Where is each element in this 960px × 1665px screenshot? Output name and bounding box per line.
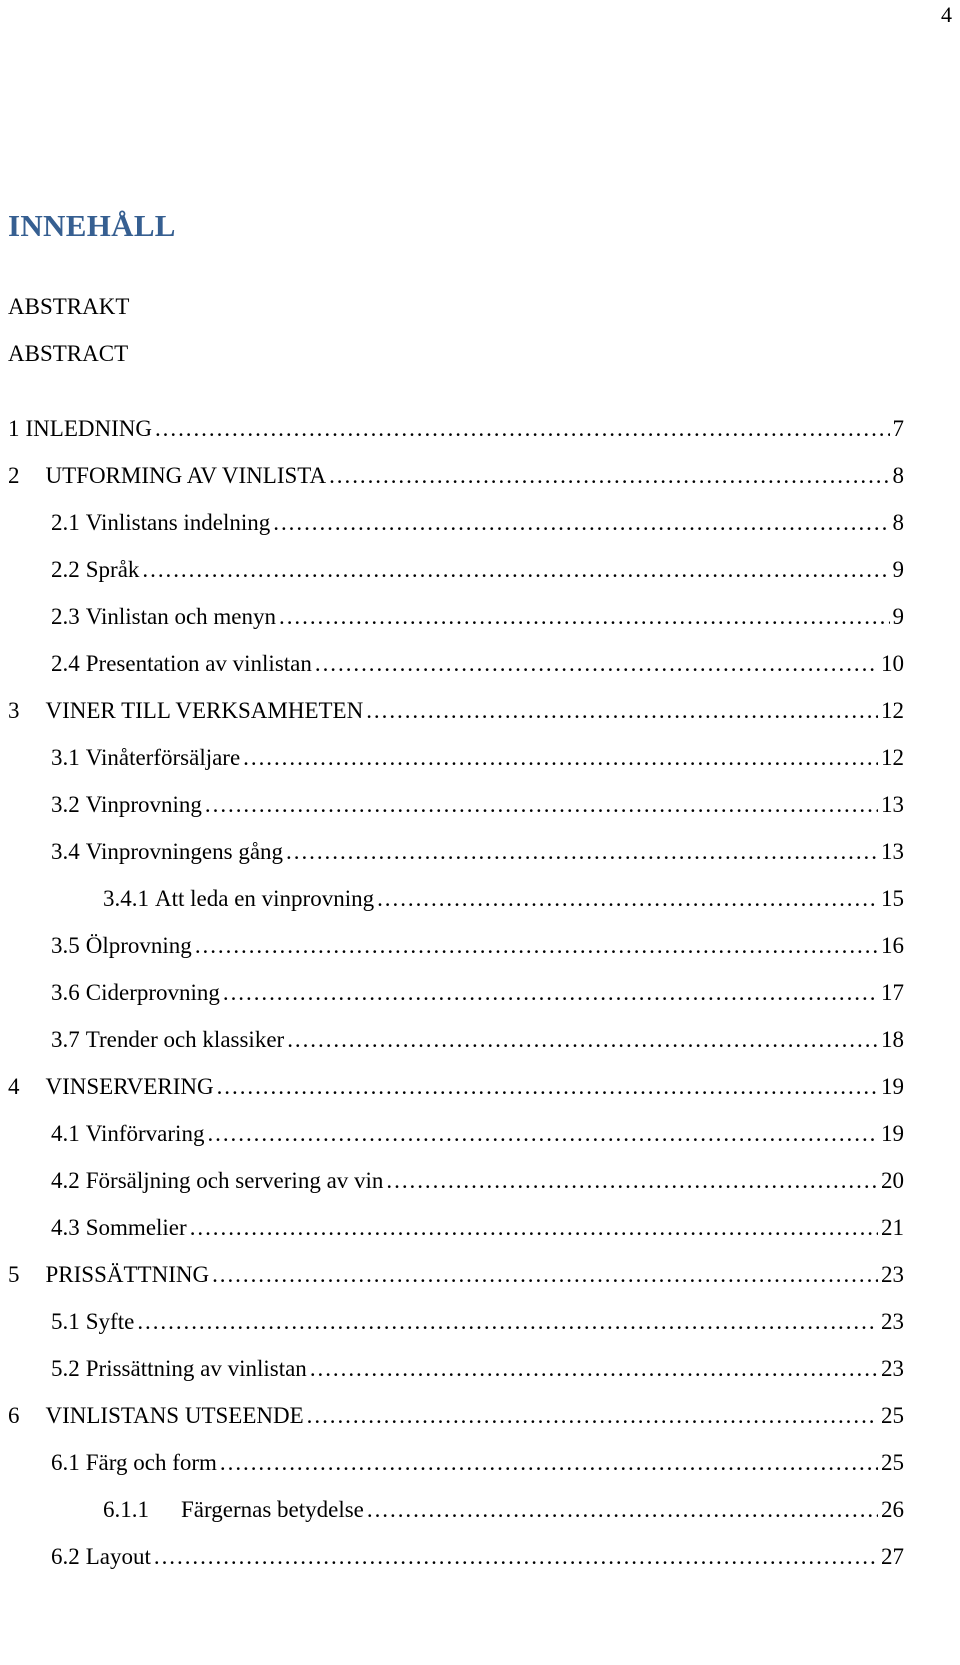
- toc-entry-number: 3.1: [51, 745, 80, 770]
- toc-entry-page: 10: [881, 651, 904, 676]
- toc-entry-number: 4.1: [51, 1121, 80, 1146]
- toc-entry[interactable]: [51, 980, 904, 1010]
- toc-entry-number: 6: [8, 1403, 20, 1428]
- toc-entry[interactable]: [51, 1121, 904, 1151]
- toc-entry-page: 27: [881, 1544, 904, 1569]
- toc-entry-title: Vinförvaring: [85, 1121, 205, 1146]
- toc-entry-title: Att leda en vinprovning: [155, 886, 375, 911]
- toc-dot-leader: [217, 1074, 878, 1100]
- toc-entry-title: UTFORMING AV VINLISTA: [45, 463, 327, 488]
- front-matter-abstrakt: ABSTRAKT: [8, 294, 130, 319]
- toc-dot-leader: [329, 463, 889, 489]
- toc-entry-title: Vinåterförsäljare: [85, 745, 241, 770]
- toc-entry-number: 3.5: [51, 933, 80, 958]
- toc-entry-page: 12: [881, 698, 904, 723]
- toc-entry-page: 20: [881, 1168, 904, 1193]
- toc-entry[interactable]: [51, 557, 904, 587]
- toc-entry-page: 7: [892, 416, 904, 441]
- toc-dot-leader: [286, 839, 878, 865]
- toc-dot-leader: [386, 1168, 878, 1194]
- toc-entry-title: Ciderprovning: [85, 980, 220, 1005]
- toc-entry-title: Vinlistan och menyn: [85, 604, 277, 629]
- page-number: 4: [941, 2, 952, 27]
- front-matter-abstract: ABSTRACT: [8, 341, 129, 366]
- toc-entry[interactable]: [51, 1027, 904, 1057]
- toc-entry-number: 3.4.1: [103, 886, 149, 911]
- toc-entry[interactable]: [51, 604, 904, 634]
- toc-entry[interactable]: [51, 933, 904, 963]
- toc-entry-page: 12: [881, 745, 904, 770]
- toc-entry[interactable]: [103, 1497, 904, 1527]
- toc-entry-title: Färg och form: [85, 1450, 217, 1475]
- toc-entry-page: 19: [881, 1121, 904, 1146]
- toc-entry-title: Färgernas betydelse: [181, 1497, 364, 1522]
- toc-entry-number: 3.4: [51, 839, 80, 864]
- toc-entry-page: 9: [892, 604, 904, 629]
- toc-dot-leader: [243, 745, 878, 771]
- toc-dot-leader: [212, 1262, 878, 1288]
- toc-entry[interactable]: [8, 698, 904, 728]
- toc-dot-leader: [223, 980, 878, 1006]
- toc-dot-leader: [307, 1403, 878, 1429]
- toc-entry-page: 23: [881, 1309, 904, 1334]
- toc-entry-title: Ölprovning: [85, 933, 192, 958]
- toc-entry[interactable]: [8, 416, 904, 446]
- toc-dot-leader: [273, 510, 889, 536]
- toc-entry-page: 23: [881, 1262, 904, 1287]
- toc-entry-page: 17: [881, 980, 904, 1005]
- toc-entry-title: Vinlistans indelning: [85, 510, 271, 535]
- toc-entry-number: 2.2: [51, 557, 80, 582]
- toc-dot-leader: [279, 604, 889, 630]
- toc-entry-number: 6.1: [51, 1450, 80, 1475]
- toc-entry-title: VINLISTANS UTSEENDE: [45, 1403, 304, 1428]
- toc-dot-leader: [190, 1215, 878, 1241]
- toc-entry-page: 25: [881, 1450, 904, 1475]
- toc-entry-title: Layout: [85, 1544, 151, 1569]
- toc-entry-title: Syfte: [85, 1309, 135, 1334]
- toc-entry-title: Trender och klassiker: [85, 1027, 285, 1052]
- toc-dot-leader: [367, 1497, 878, 1523]
- toc-dot-leader: [377, 886, 878, 912]
- toc-entry[interactable]: [51, 839, 904, 869]
- toc-entry-title: INLEDNING: [25, 416, 152, 441]
- toc-entry-number: 5.2: [51, 1356, 80, 1381]
- toc-entry[interactable]: [51, 1356, 904, 1386]
- toc-entry[interactable]: [51, 745, 904, 775]
- toc-entry-number: 5: [8, 1262, 20, 1287]
- toc-entry-title: VINER TILL VERKSAMHETEN: [45, 698, 364, 723]
- toc-dot-leader: [137, 1309, 878, 1335]
- toc-entry-number: 3.2: [51, 792, 80, 817]
- toc-entry-title: Vinprovningens gång: [85, 839, 284, 864]
- toc-entry-title: Försäljning och servering av vin: [85, 1168, 384, 1193]
- toc-title: INNEHÅLL: [8, 208, 176, 243]
- toc-entry-number: 3.6: [51, 980, 80, 1005]
- toc-entry-number: 6.1.1: [103, 1497, 149, 1522]
- toc-entry-page: 8: [892, 510, 904, 535]
- toc-entry-number: 2: [8, 463, 20, 488]
- toc-entry[interactable]: [8, 1074, 904, 1104]
- toc-entry-number: 2.4: [51, 651, 80, 676]
- toc-entry-page: 21: [881, 1215, 904, 1240]
- toc-entry[interactable]: [51, 1309, 904, 1339]
- toc-dot-leader: [154, 1544, 878, 1570]
- toc-dot-leader: [205, 792, 878, 818]
- toc-entry-number: 6.2: [51, 1544, 80, 1569]
- toc-entry-page: 16: [881, 933, 904, 958]
- toc-dot-leader: [315, 651, 878, 677]
- toc-entry-page: 8: [892, 463, 904, 488]
- toc-entry-page: 23: [881, 1356, 904, 1381]
- toc-entry-page: 13: [881, 792, 904, 817]
- toc-entry-number: 4.2: [51, 1168, 80, 1193]
- toc-entry-number: 2.1: [51, 510, 80, 535]
- toc-entry-page: 18: [881, 1027, 904, 1052]
- toc-dot-leader: [155, 416, 890, 442]
- toc-entry-title: Presentation av vinlistan: [85, 651, 312, 676]
- toc-entry-number: 1: [8, 416, 20, 441]
- toc-entry-title: Prissättning av vinlistan: [85, 1356, 307, 1381]
- toc-entry[interactable]: [8, 1403, 904, 1433]
- toc-entry-number: 4: [8, 1074, 20, 1099]
- toc-entry[interactable]: [51, 1544, 904, 1574]
- toc-entry[interactable]: [8, 1262, 904, 1292]
- toc-entry-page: 15: [881, 886, 904, 911]
- toc-dot-leader: [310, 1356, 878, 1382]
- toc-dot-leader: [220, 1450, 878, 1476]
- toc-entry-number: 2.3: [51, 604, 80, 629]
- toc-dot-leader: [207, 1121, 878, 1147]
- toc-dot-leader: [287, 1027, 878, 1053]
- toc-entry-page: 19: [881, 1074, 904, 1099]
- toc-dot-leader: [366, 698, 878, 724]
- toc-entry-page: 26: [881, 1497, 904, 1522]
- toc-entry-number: 3: [8, 698, 20, 723]
- toc-entry-number: 4.3: [51, 1215, 80, 1240]
- toc-entry[interactable]: [103, 886, 904, 916]
- toc-dot-leader: [195, 933, 878, 959]
- toc-entry-title: PRISSÄTTNING: [45, 1262, 210, 1287]
- toc-entry-title: VINSERVERING: [45, 1074, 214, 1099]
- toc-entry[interactable]: [51, 510, 904, 540]
- toc-entry[interactable]: [51, 651, 904, 681]
- toc-entry[interactable]: [8, 463, 904, 493]
- toc-entry-page: 13: [881, 839, 904, 864]
- toc-entry-title: Språk: [85, 557, 140, 582]
- toc-entry-number: 5.1: [51, 1309, 80, 1334]
- toc-entry[interactable]: [51, 1168, 904, 1198]
- toc-entry-title: Sommelier: [85, 1215, 187, 1240]
- toc-entry[interactable]: [51, 792, 904, 822]
- toc-entry[interactable]: [51, 1215, 904, 1245]
- toc-entry[interactable]: [51, 1450, 904, 1480]
- toc-entry-number: 3.7: [51, 1027, 80, 1052]
- toc-entry-title: Vinprovning: [85, 792, 202, 817]
- toc-dot-leader: [142, 557, 889, 583]
- toc-entry-page: 25: [881, 1403, 904, 1428]
- toc-entry-page: 9: [892, 557, 904, 582]
